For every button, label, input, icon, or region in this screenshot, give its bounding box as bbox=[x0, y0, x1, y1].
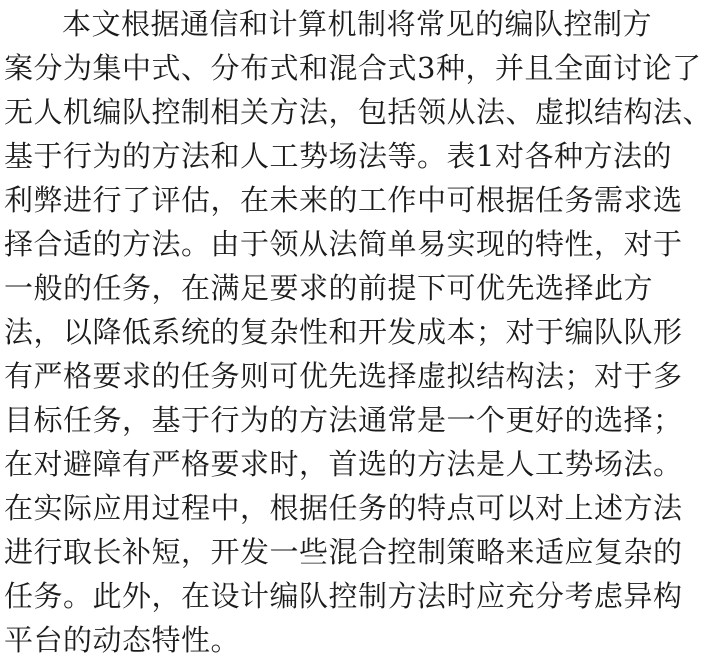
text-line: 在对避障有严格要求时，首选的方法是人工势场法。 bbox=[4, 447, 683, 481]
text-line: 一般的任务，在满足要求的前提下可优先选择此方 bbox=[4, 271, 654, 305]
text-line: 目标任务，基于行为的方法通常是一个更好的选择； bbox=[4, 403, 683, 437]
text-line: 基于行为的方法和人工势场法等。表1对各种方法的 bbox=[4, 139, 672, 173]
text-line: 在实际应用过程中，根据任务的特点可以对上述方法 bbox=[4, 491, 683, 525]
text-line: 案分为集中式、分布式和混合式3种，并且全面讨论了 bbox=[4, 51, 702, 85]
text-line: 法，以降低系统的复杂性和开发成本；对于编队队形 bbox=[4, 315, 683, 349]
text-line: 进行取长补短，开发一些混合控制策略来适应复杂的 bbox=[4, 535, 683, 569]
text-line: 平台的动态特性。 bbox=[4, 623, 241, 657]
text-line: 利弊进行了评估，在未来的工作中可根据任务需求选 bbox=[4, 183, 683, 217]
text-line: 有严格要求的任务则可优先选择虚拟结构法；对于多 bbox=[4, 359, 683, 393]
text-line: 无人机编队控制相关方法，包括领从法、虚拟结构法、 bbox=[4, 95, 712, 129]
text-line: 任务。此外，在设计编队控制方法时应充分考虑异构 bbox=[4, 579, 683, 613]
text-line: 择合适的方法。由于领从法简单易实现的特性，对于 bbox=[4, 227, 683, 261]
text-line: 本文根据通信和计算机制将常见的编队控制方 bbox=[62, 7, 653, 41]
body-paragraph bbox=[4, 2, 712, 662]
